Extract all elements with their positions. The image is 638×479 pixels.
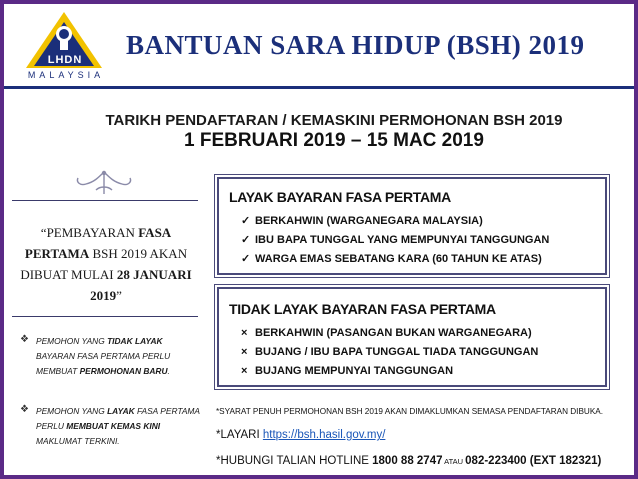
not-eligible-item-label: BUJANG / IBU BAPA TUNGGAL TIADA TANGGUNGAN <box>255 346 539 358</box>
registration-label: TARIKH PENDAFTARAN / KEMASKINI PERMOHONAN BSH 2019 <box>105 112 563 129</box>
hotline-alt: 082-223400 (EXT 182321) <box>465 455 602 467</box>
note-pre: PEMOHON YANG <box>36 336 108 346</box>
floral-ornament-icon <box>64 168 144 198</box>
quote-phase: FASA PERTAMA <box>24 225 172 261</box>
quote-open: “PEMBAYARAN <box>40 225 139 240</box>
eligible-box <box>217 177 607 275</box>
diamond-bullet-icon: ❖ <box>20 404 29 415</box>
left-divider-top <box>12 200 198 201</box>
note-bold: TIDAK LAYAK <box>107 336 163 346</box>
note-post: . <box>167 366 170 376</box>
not-eligible-item-label: BUJANG MEMPUNYAI TANGGUNGAN <box>255 365 454 377</box>
eligible-item <box>241 233 549 246</box>
eligible-item-label: WARGA EMAS SEBATANG KARA (60 TAHUN KE ATAS) <box>255 253 542 265</box>
registration-dates: 1 FEBRUARI 2019 – 15 MAC 2019 <box>184 130 484 151</box>
logo-abbr: LHDN <box>47 54 83 66</box>
check-mark-icon: ✓ <box>241 234 251 246</box>
note-bold: MEMBUAT KEMAS KINI <box>66 421 161 431</box>
not-eligible-title: TIDAK LAYAK BAYARAN FASA PERTAMA <box>229 301 496 317</box>
not-eligible-item <box>241 327 532 339</box>
eligible-item-label: BERKAHWIN (WARGANEGARA MALAYSIA) <box>255 215 483 227</box>
requirements-note: *SYARAT PENUH PERMOHONAN BSH 2019 AKAN DIMAKLUMKAN SEMASA PENDAFTARAN DIBUKA. <box>216 407 604 416</box>
hotline-line <box>216 455 601 467</box>
note-bold: PERMOHONAN BARU <box>79 366 168 376</box>
visit-line <box>216 429 385 441</box>
eligible-item <box>241 214 483 227</box>
visit-label: *LAYARI <box>216 429 263 441</box>
note-mid: FASA PERTAMA PERLU <box>36 406 200 431</box>
payment-quote <box>16 222 196 306</box>
quote-close: ” <box>116 288 122 303</box>
eligible-title: LAYAK BAYARAN FASA PERTAMA <box>229 189 451 205</box>
check-mark-icon: ✓ <box>241 215 251 227</box>
note-bold: LAYAK <box>107 406 135 416</box>
cross-mark-icon: × <box>241 365 248 377</box>
page-title: BANTUAN SARA HIDUP (BSH) 2019 <box>126 30 585 60</box>
poster <box>4 4 634 475</box>
bsh-website-link[interactable]: https://bsh.hasil.gov.my/ <box>262 429 386 441</box>
not-eligible-item-label: BERKAHWIN (PASANGAN BUKAN WARGANEGARA) <box>255 327 532 339</box>
not-eligible-box <box>217 287 607 387</box>
cross-mark-icon: × <box>241 327 248 339</box>
not-eligible-item <box>241 365 453 377</box>
hotline-number: 1800 88 2747 <box>372 455 443 467</box>
quote-date: 28 JANUARI 2019 <box>90 267 192 303</box>
note-mid: BAYARAN FASA PERTAMA PERLU MEMBUAT <box>36 351 171 376</box>
eligible-item <box>241 252 542 265</box>
note-eligible <box>36 404 202 449</box>
header-divider <box>4 86 634 89</box>
not-eligible-item <box>241 346 538 358</box>
note-not-eligible <box>36 334 202 379</box>
eligible-item-label: IBU BAPA TUNGGAL YANG MEMPUNYAI TANGGUNGAN <box>255 234 550 246</box>
hotline-label: *HUBUNGI TALIAN HOTLINE <box>216 455 373 467</box>
logo-country: MALAYSIA <box>27 70 105 80</box>
check-mark-icon: ✓ <box>241 253 251 265</box>
quote-mid: BSH 2019 AKAN DIBUAT MULAI <box>20 246 188 282</box>
cross-mark-icon: × <box>241 346 248 358</box>
lhdn-logo <box>14 10 114 84</box>
note-pre: PEMOHON YANG <box>36 406 108 416</box>
left-divider-bottom <box>12 316 198 317</box>
hotline-or: ATAU <box>442 457 466 466</box>
note-post: MAKLUMAT TERKINI. <box>36 436 120 446</box>
diamond-bullet-icon: ❖ <box>20 334 29 345</box>
